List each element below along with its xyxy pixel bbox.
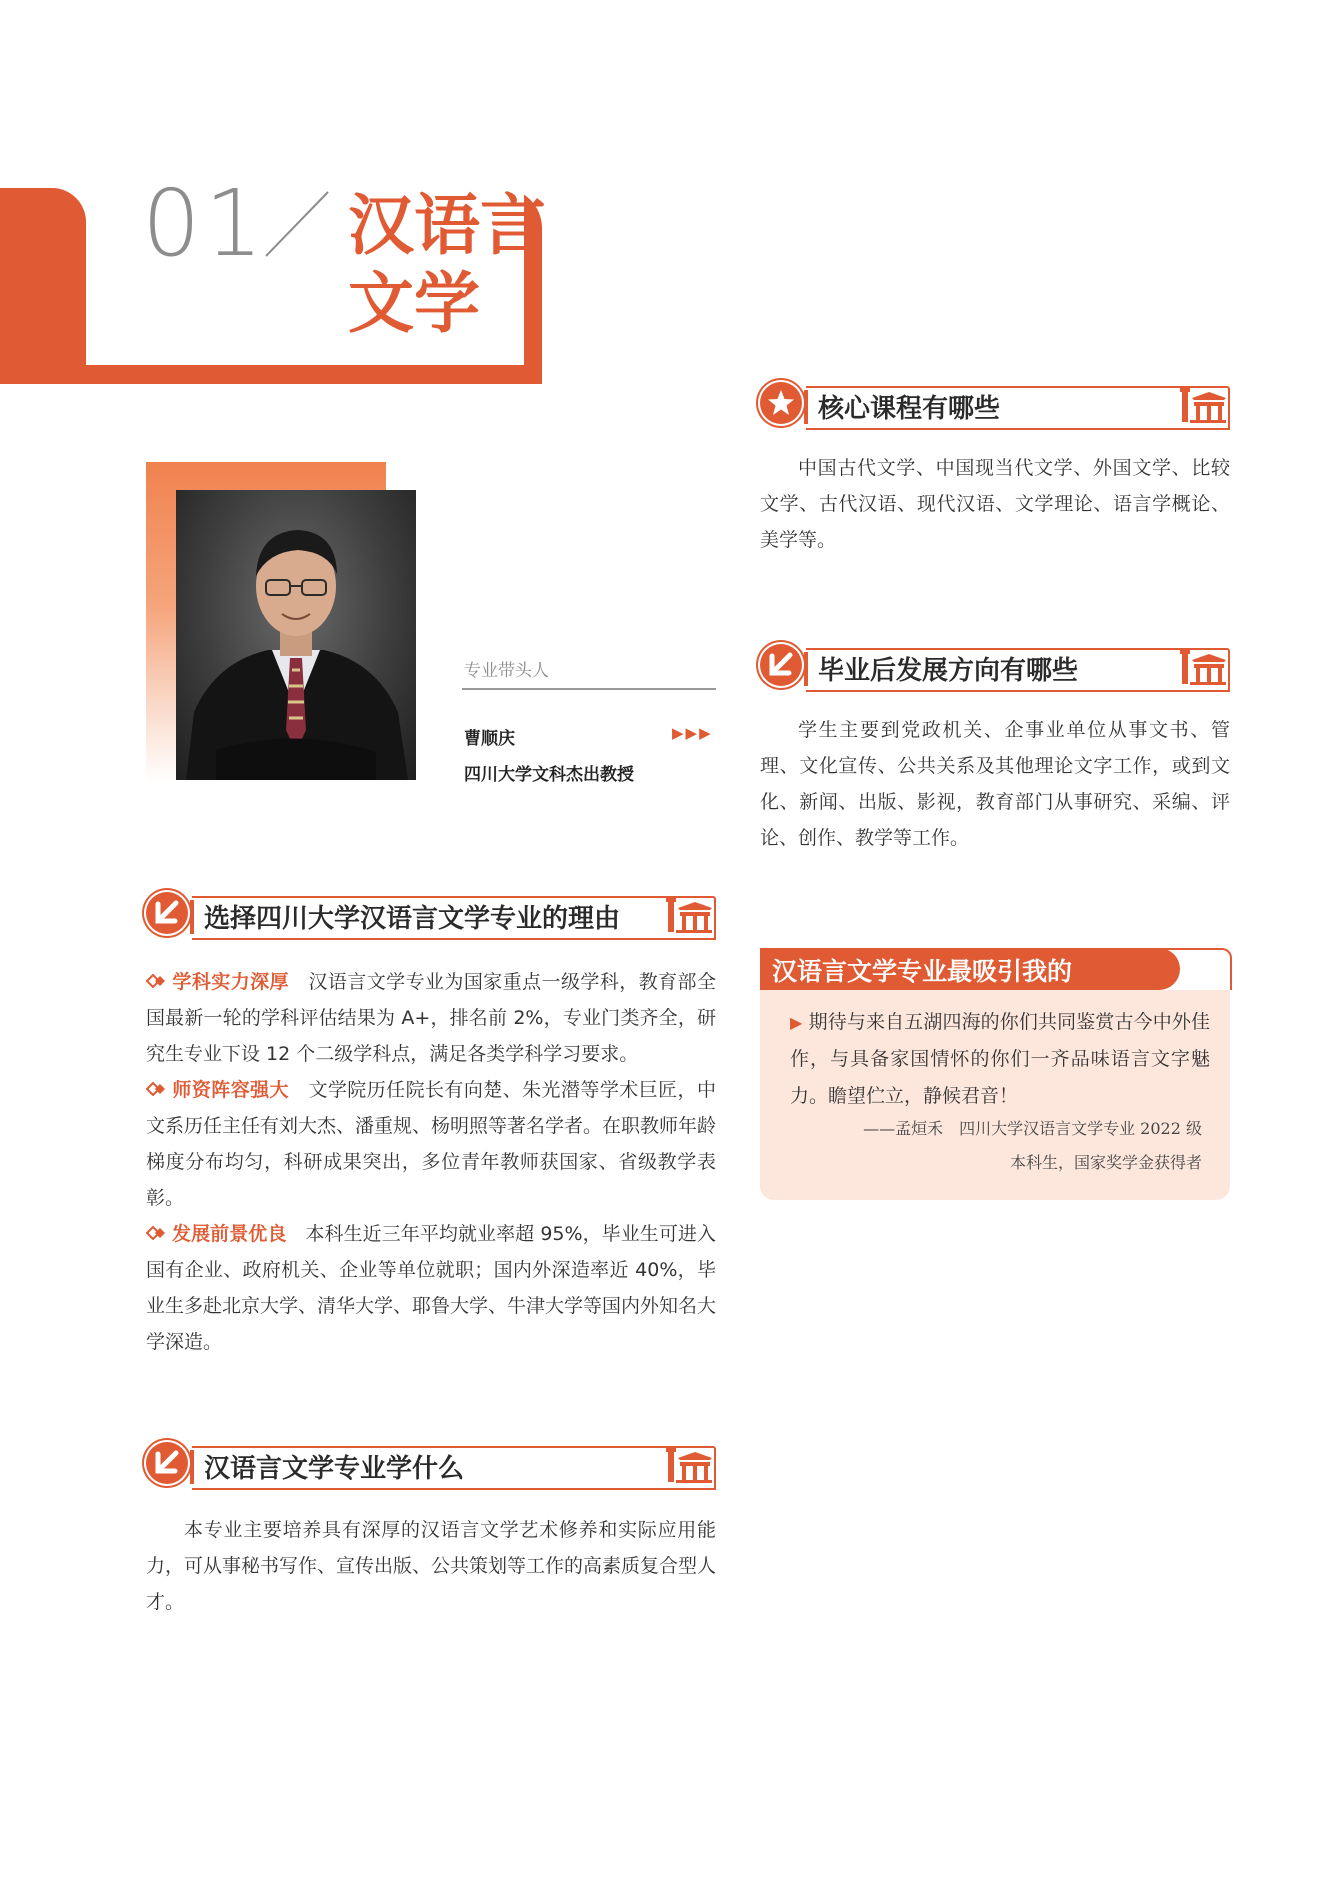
header-left-tab xyxy=(0,188,86,365)
reason-text: 汉语言文学专业为国家重点一级学科，教育部全国最新一轮的学科评估结果为 A+，排名前 2%，专业门类齐全，研究生专业下设 12 个二级学科点，满足各类学科学习要求。 xyxy=(146,971,716,1065)
attraction-quote-text: 期待与来自五湖四海的你们共同鉴赏古今中外佳作，与具备家国情怀的你们一齐品味语言文字魅力。瞻望伫立，静候君音！ xyxy=(790,1011,1210,1107)
pavilion-gate-icon xyxy=(666,894,712,934)
diamond-bullet-icon xyxy=(146,964,172,1000)
leader-divider xyxy=(462,688,716,690)
section-title: 汉语言文学专业学什么 xyxy=(204,1454,465,1484)
section-header-career xyxy=(760,644,1230,690)
pavilion-gate-icon xyxy=(666,1444,712,1484)
leader-portrait xyxy=(176,490,416,780)
header-slash-divider xyxy=(262,188,332,260)
section-header-courses xyxy=(760,382,1230,428)
page-title-line2: 文学 xyxy=(348,264,480,342)
reasons-list xyxy=(146,964,716,1360)
section-header-reasons xyxy=(146,892,716,938)
arrow-icon xyxy=(760,644,802,686)
reason-item xyxy=(146,964,716,1072)
section-bar xyxy=(190,1450,194,1484)
leader-role-label: 专业带头人 xyxy=(464,661,549,681)
section-bar xyxy=(190,900,194,934)
section-header-study xyxy=(146,1442,716,1488)
pavilion-gate-icon xyxy=(1180,646,1226,686)
star-icon xyxy=(760,382,802,424)
reason-keyword: 发展前景优良 xyxy=(172,1223,287,1245)
career-text: 学生主要到党政机关、企事业单位从事文书、管理、文化宣传、公共关系及其他理论文字工作，或到文化、新闻、出版、影视，教育部门从事研究、采编、评论、创作、教学等工作。 xyxy=(760,719,1230,849)
reason-keyword: 学科实力深厚 xyxy=(172,971,289,993)
portrait-figure-icon xyxy=(176,490,416,780)
reason-item xyxy=(146,1072,716,1216)
study-text: 本专业主要培养具有深厚的汉语言文学艺术修养和实际应用能力，可从事秘书写作、宣传出版、公共策划等工作的高素质复合型人才。 xyxy=(146,1519,717,1613)
diamond-bullet-icon xyxy=(146,1072,172,1108)
reason-text: 文学院历任院长有向楚、朱光潜等学术巨匠，中文系历任主任有刘大杰、潘重规、杨明照等著名学者。在职教师年龄梯度分布均匀，科研成果突出，多位青年教师获国家、省级教学表彰。 xyxy=(146,1079,717,1209)
diamond-bullet-icon xyxy=(146,1216,172,1252)
triple-arrow-icon: ▶▶▶ xyxy=(672,724,713,742)
section-number: 01 xyxy=(142,170,268,277)
leader-title: 四川大学文科杰出教授 xyxy=(464,765,634,785)
section-title: 毕业后发展方向有哪些 xyxy=(818,656,1079,686)
courses-text: 中国古代文学、中国现当代文学、外国文学、比较文学、古代汉语、现代汉语、文学理论、语言学概论、美学等。 xyxy=(760,457,1230,551)
page-title-line1: 汉语言 xyxy=(348,186,546,264)
triangle-bullet-icon: ▶ xyxy=(790,1013,803,1032)
attraction-signature-line2: 本科生，国家奖学金获得者 xyxy=(1009,1153,1202,1172)
section-bar xyxy=(804,390,808,424)
pavilion-gate-icon xyxy=(1180,384,1226,424)
reason-keyword: 师资阵容强大 xyxy=(172,1079,289,1101)
arrow-icon xyxy=(146,892,188,934)
section-title: 选择四川大学汉语言文学专业的理由 xyxy=(204,904,621,934)
attraction-signature-line1: ——孟烜禾 四川大学汉语言文学专业 2022 级 xyxy=(863,1119,1202,1138)
leader-name: 曹顺庆 xyxy=(464,729,515,749)
section-bar xyxy=(804,652,808,686)
attraction-heading: 汉语言文学专业最吸引我的 xyxy=(772,957,1073,986)
attraction-quote xyxy=(790,1004,1210,1115)
page-title xyxy=(348,186,548,342)
section-title: 核心课程有哪些 xyxy=(818,394,1001,424)
reason-item xyxy=(146,1216,716,1360)
reason-text: 本科生近三年平均就业率超 95%，毕业生可进入国有企业、政府机关、企业等单位就职；国内外深造率近 40%，毕业生多赴北京大学、清华大学、耶鲁大学、牛津大学等国内外知名大学深造。 xyxy=(146,1223,717,1353)
arrow-icon xyxy=(146,1442,188,1484)
